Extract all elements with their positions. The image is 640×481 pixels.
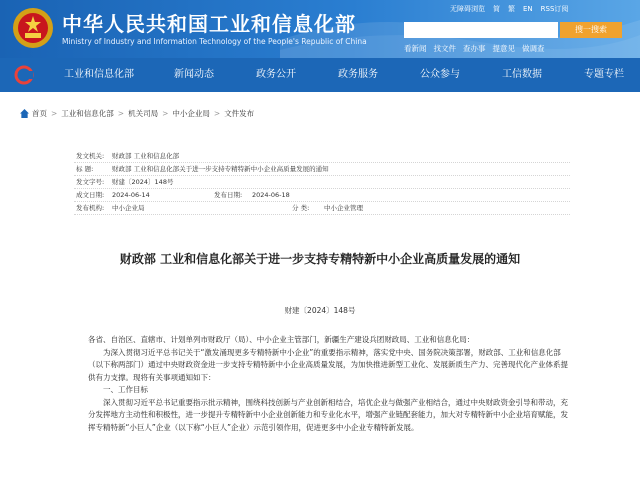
meta-value: 财建〔2024〕148号: [112, 178, 174, 186]
document-body: [88, 334, 572, 434]
meta-row-number: [74, 176, 570, 189]
quick-link-feedback[interactable]: 提意见: [492, 44, 515, 53]
quick-link-news[interactable]: 看新闻: [404, 44, 427, 53]
accessibility-link[interactable]: 无障碍浏览: [450, 5, 485, 13]
meta-value: 财政部 工业和信息化部: [112, 152, 180, 160]
traditional-link[interactable]: 繁: [508, 5, 515, 13]
english-link[interactable]: EN: [523, 5, 533, 13]
breadcrumb-departments[interactable]: 机关司局: [128, 109, 159, 118]
rss-link[interactable]: RSS订阅: [540, 5, 569, 13]
breadcrumb-sme-bureau[interactable]: 中小企业局: [172, 109, 210, 118]
meta-value: 中小企业局: [112, 204, 145, 212]
paragraph: 深入贯彻习近平总书记重要指示批示精神，围绕科技创新与产业创新相结合，培优企业与做强产业相结合，通过中央财政资金引导和带动，充分发挥地方主动性和积极性，进一步提升专精特新中小企业创新能力和专业化水平，增强产业链配套能力，加大对专精特新中小企业培育赋能，发挥专精特新“小巨人”企业（以下称“小巨人”企业）示范引领作用，促进更多中小企业专精特新发展。: [88, 397, 568, 432]
breadcrumb-separator: >: [162, 109, 169, 118]
meta-value: 中小企业管理: [324, 204, 363, 212]
section-heading: 一、工作目标: [103, 385, 148, 394]
breadcrumb: [20, 108, 254, 119]
quick-links: [404, 43, 545, 54]
breadcrumb-separator: >: [213, 109, 221, 118]
national-emblem-icon: [12, 6, 54, 50]
nav-item-gov-info[interactable]: 政务公开: [256, 69, 296, 80]
meta-label: 标 题:: [76, 165, 94, 173]
nav-item-news[interactable]: 新闻动态: [174, 69, 214, 80]
document-number: 财建〔2024〕148号: [284, 306, 356, 315]
search-button[interactable]: 搜一搜索: [560, 22, 622, 38]
site-header: [0, 0, 640, 58]
breadcrumb-home[interactable]: 首页: [32, 109, 47, 118]
meta-row-issuer: [74, 150, 570, 163]
meta-row-dates: [74, 189, 570, 202]
document-title: 财政部 工业和信息化部关于进一步支持专精特新中小企业高质量发展的通知: [119, 252, 521, 266]
meta-row-org: [74, 202, 570, 215]
logo-icon[interactable]: [14, 65, 34, 85]
meta-label: 分 类:: [292, 204, 310, 212]
simplified-link[interactable]: 简: [493, 5, 500, 13]
top-links: [450, 4, 568, 14]
meta-value: 财政部 工业和信息化部关于进一步支持专精特新中小企业高质量发展的通知: [112, 165, 329, 173]
nav-item-gov-services[interactable]: 政务服务: [338, 69, 378, 80]
nav-item-public[interactable]: 公众参与: [420, 69, 460, 80]
breadcrumb-separator: >: [117, 109, 125, 118]
meta-label: 发布日期:: [214, 191, 243, 199]
main-nav: [0, 58, 640, 92]
quick-link-services[interactable]: 查办事: [463, 44, 486, 53]
meta-row-title: [74, 163, 570, 176]
search-input[interactable]: [404, 22, 558, 38]
meta-label: 发布机构:: [76, 204, 105, 212]
nav-item-topics[interactable]: 专题专栏: [584, 69, 624, 80]
meta-value: 2024-06-14: [112, 191, 150, 199]
meta-label: 发文机关:: [76, 152, 105, 160]
site-title[interactable]: 中华人民共和国工业和信息化部: [62, 12, 356, 36]
site-subtitle: Ministry of Industry and Information Technology of the People's Republic of China: [62, 37, 367, 46]
paragraph: 为深入贯彻习近平总书记关于“激发涌现更多专精特新中小企业”的重要指示精神，落实党中央、国务院决策部署，财政部、工业和信息化部（以下称两部门）通过中央财政资金进一步支持专精特新中小企业高质量发展，为加快推进新型工业化、发展新质生产力、完善现代化产业体系提供有力支撑。现将有关事项通知如下：: [88, 347, 568, 382]
breadcrumb-miit[interactable]: 工业和信息化部: [61, 109, 114, 118]
nav-item-miit[interactable]: 工业和信息化部: [64, 69, 134, 80]
breadcrumb-documents[interactable]: 文件发布: [224, 109, 255, 118]
nav-item-data[interactable]: 工信数据: [502, 69, 542, 80]
breadcrumb-separator: >: [51, 109, 58, 118]
home-icon: [20, 109, 29, 118]
meta-label: 发文字号:: [76, 178, 105, 186]
quick-link-survey[interactable]: 做调查: [522, 44, 545, 53]
meta-label: 成文日期:: [76, 191, 105, 199]
addressee: 各省、自治区、直辖市、计划单列市财政厅（局）、中小企业主管部门，新疆生产建设兵团财政局、工业和信息化局：: [88, 335, 475, 344]
quick-link-files[interactable]: 找文件: [433, 44, 456, 53]
meta-value: 2024-06-18: [252, 191, 290, 199]
document-meta-table: [74, 150, 570, 215]
